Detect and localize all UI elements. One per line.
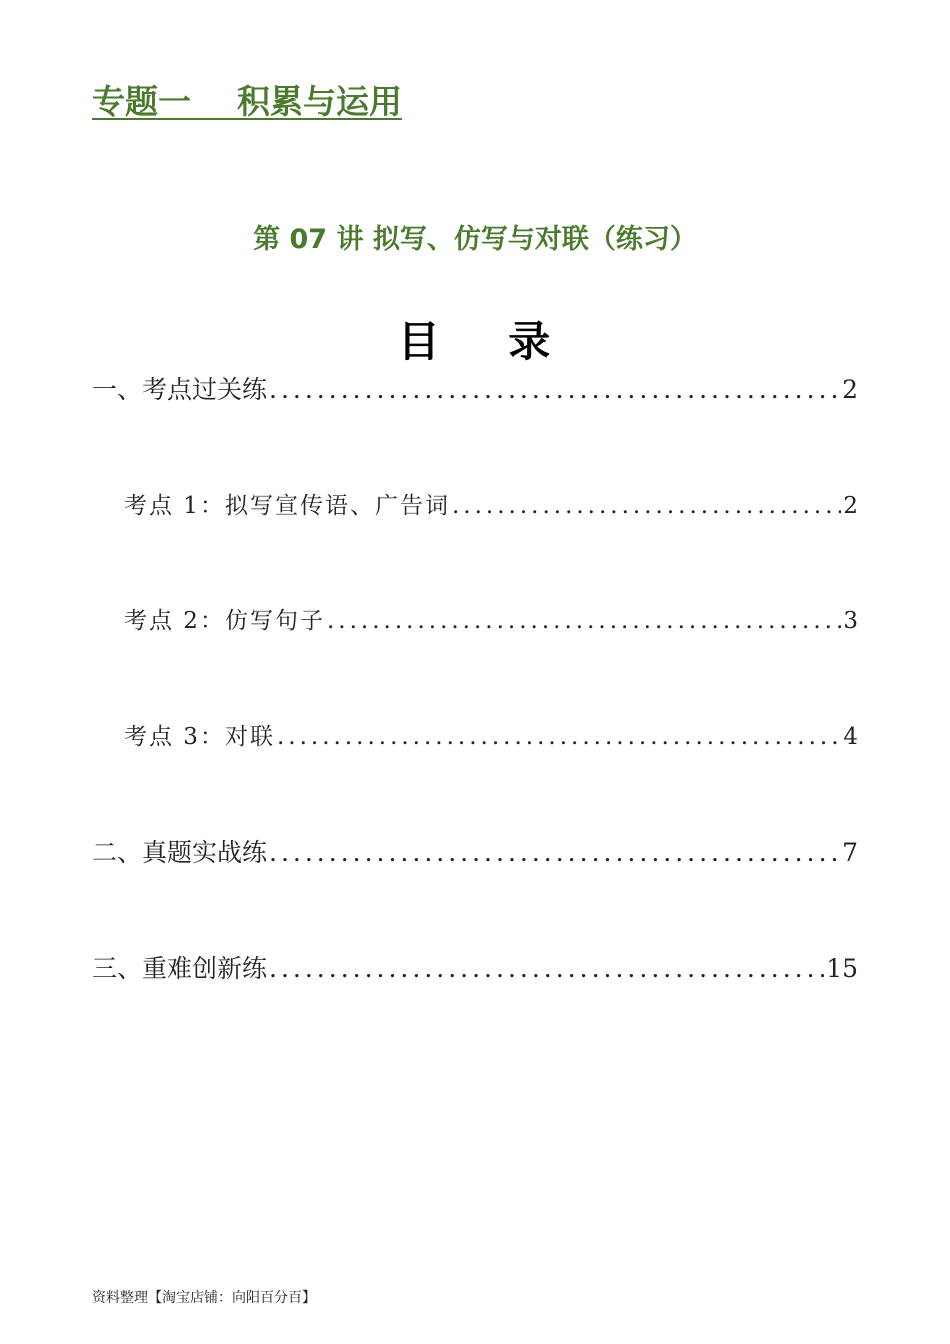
toc-page-number: 15: [826, 954, 858, 983]
toc-dot-leader: [269, 372, 840, 408]
toc-dot-leader: [452, 489, 841, 523]
toc-dot-leader: [269, 835, 840, 871]
toc-page-number: 7: [842, 838, 858, 867]
toc-entry-label: 一、考点过关练: [92, 375, 268, 404]
toc-dot-leader: [277, 720, 841, 754]
toc-entry-real-exam-practice[interactable]: [92, 835, 858, 871]
footer-note: 资料整理【淘宝店铺：向阳百分百】: [92, 1290, 316, 1306]
toc-entry-label: 二、真题实战练: [92, 838, 268, 867]
toc-entry-label: 考点 2：仿写句子: [124, 608, 325, 634]
toc-dot-leader: [269, 951, 824, 987]
toc-page-number: 2: [842, 375, 858, 404]
toc-entry-point-2[interactable]: [124, 604, 858, 638]
toc-dot-leader: [327, 604, 841, 638]
toc-entry-innovation-practice[interactable]: [92, 951, 858, 987]
toc-entry-point-3[interactable]: [124, 720, 858, 754]
toc-entry-label: 三、重难创新练: [92, 954, 268, 983]
toc-page-number: 3: [843, 608, 858, 634]
toc-entry-label: 考点 1：拟写宣传语、广告词: [124, 493, 450, 519]
toc-page-number: 4: [843, 724, 858, 750]
toc-heading: 目 录: [397, 317, 553, 366]
topic-title: 专题一 积累与运用: [92, 82, 402, 121]
toc-page-number: 2: [843, 493, 858, 519]
lecture-title: 第 07 讲 拟写、仿写与对联（练习）: [253, 224, 697, 255]
toc-entry-point-1[interactable]: [124, 489, 858, 523]
toc-entry-label: 考点 3：对联: [124, 724, 275, 750]
toc-entry-exam-points-practice[interactable]: [92, 372, 858, 408]
